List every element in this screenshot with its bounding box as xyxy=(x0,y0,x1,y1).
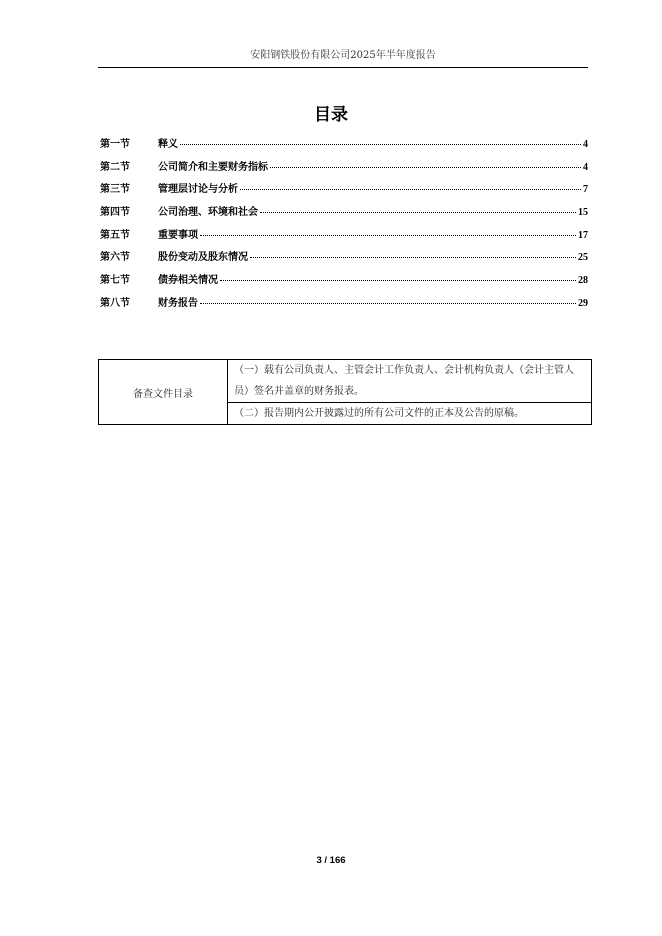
toc-section-title: 股份变动及股东情况 xyxy=(158,252,248,264)
toc-section-number: 第二节 xyxy=(100,161,130,173)
toc-page-number: 29 xyxy=(578,297,588,309)
toc-entry-2[interactable] xyxy=(100,158,588,181)
toc-section-title: 公司治理、环境和社会 xyxy=(158,207,258,219)
toc-page-number: 4 xyxy=(583,161,588,173)
toc-entry-8[interactable] xyxy=(100,294,588,317)
toc-section-number: 第八节 xyxy=(100,297,130,309)
toc-page-number: 17 xyxy=(578,229,588,241)
reference-documents-label: 备查文件目录 xyxy=(99,360,228,425)
toc-page-number: 25 xyxy=(578,252,588,264)
reference-document-item: （二）报告期内公开披露过的所有公司文件的正本及公告的原稿。 xyxy=(228,403,592,425)
toc-section-title: 债券相关情况 xyxy=(158,275,218,287)
toc-section-number: 第五节 xyxy=(100,229,130,241)
toc-section-number: 第一节 xyxy=(100,139,130,150)
table-row xyxy=(99,360,592,403)
toc-leader-dots xyxy=(200,303,576,304)
toc-entry-4[interactable] xyxy=(100,203,588,226)
page-header: 安阳钢铁股份有限公司2025年半年度报告 xyxy=(98,46,588,68)
toc-section-title: 重要事项 xyxy=(158,229,198,241)
reference-documents-table xyxy=(98,359,592,425)
table-of-contents xyxy=(100,135,588,317)
toc-entry-3[interactable] xyxy=(100,180,588,203)
toc-leader-dots xyxy=(180,144,581,145)
toc-page-number: 15 xyxy=(578,207,588,219)
page-number: 3 / 166 xyxy=(316,855,346,866)
toc-leader-dots xyxy=(270,167,581,168)
toc-entry-5[interactable] xyxy=(100,226,588,249)
toc-leader-dots xyxy=(240,189,581,190)
toc-section-title: 公司简介和主要财务指标 xyxy=(158,161,268,173)
toc-section-title: 管理层讨论与分析 xyxy=(158,184,238,196)
toc-section-number: 第三节 xyxy=(100,184,130,196)
toc-entry-6[interactable] xyxy=(100,248,588,271)
toc-page-number: 7 xyxy=(583,184,588,196)
toc-section-number: 第七节 xyxy=(100,275,130,287)
toc-entry-7[interactable] xyxy=(100,271,588,294)
reference-document-item: （一）载有公司负责人、主管会计工作负责人、会计机构负责人（会计主管人员）签名并盖章的财务报表。 xyxy=(228,360,592,403)
toc-leader-dots xyxy=(250,257,576,258)
toc-leader-dots xyxy=(260,212,576,213)
toc-leader-dots xyxy=(200,235,576,236)
toc-section-title: 财务报告 xyxy=(158,297,198,309)
toc-page-number: 4 xyxy=(583,139,588,150)
toc-leader-dots xyxy=(220,280,576,281)
toc-page-number: 28 xyxy=(578,275,588,287)
page-title: 目录 xyxy=(314,105,348,125)
toc-entry-1[interactable] xyxy=(100,135,588,158)
toc-section-number: 第六节 xyxy=(100,252,130,264)
toc-section-number: 第四节 xyxy=(100,207,130,219)
toc-section-title: 释义 xyxy=(158,139,178,150)
